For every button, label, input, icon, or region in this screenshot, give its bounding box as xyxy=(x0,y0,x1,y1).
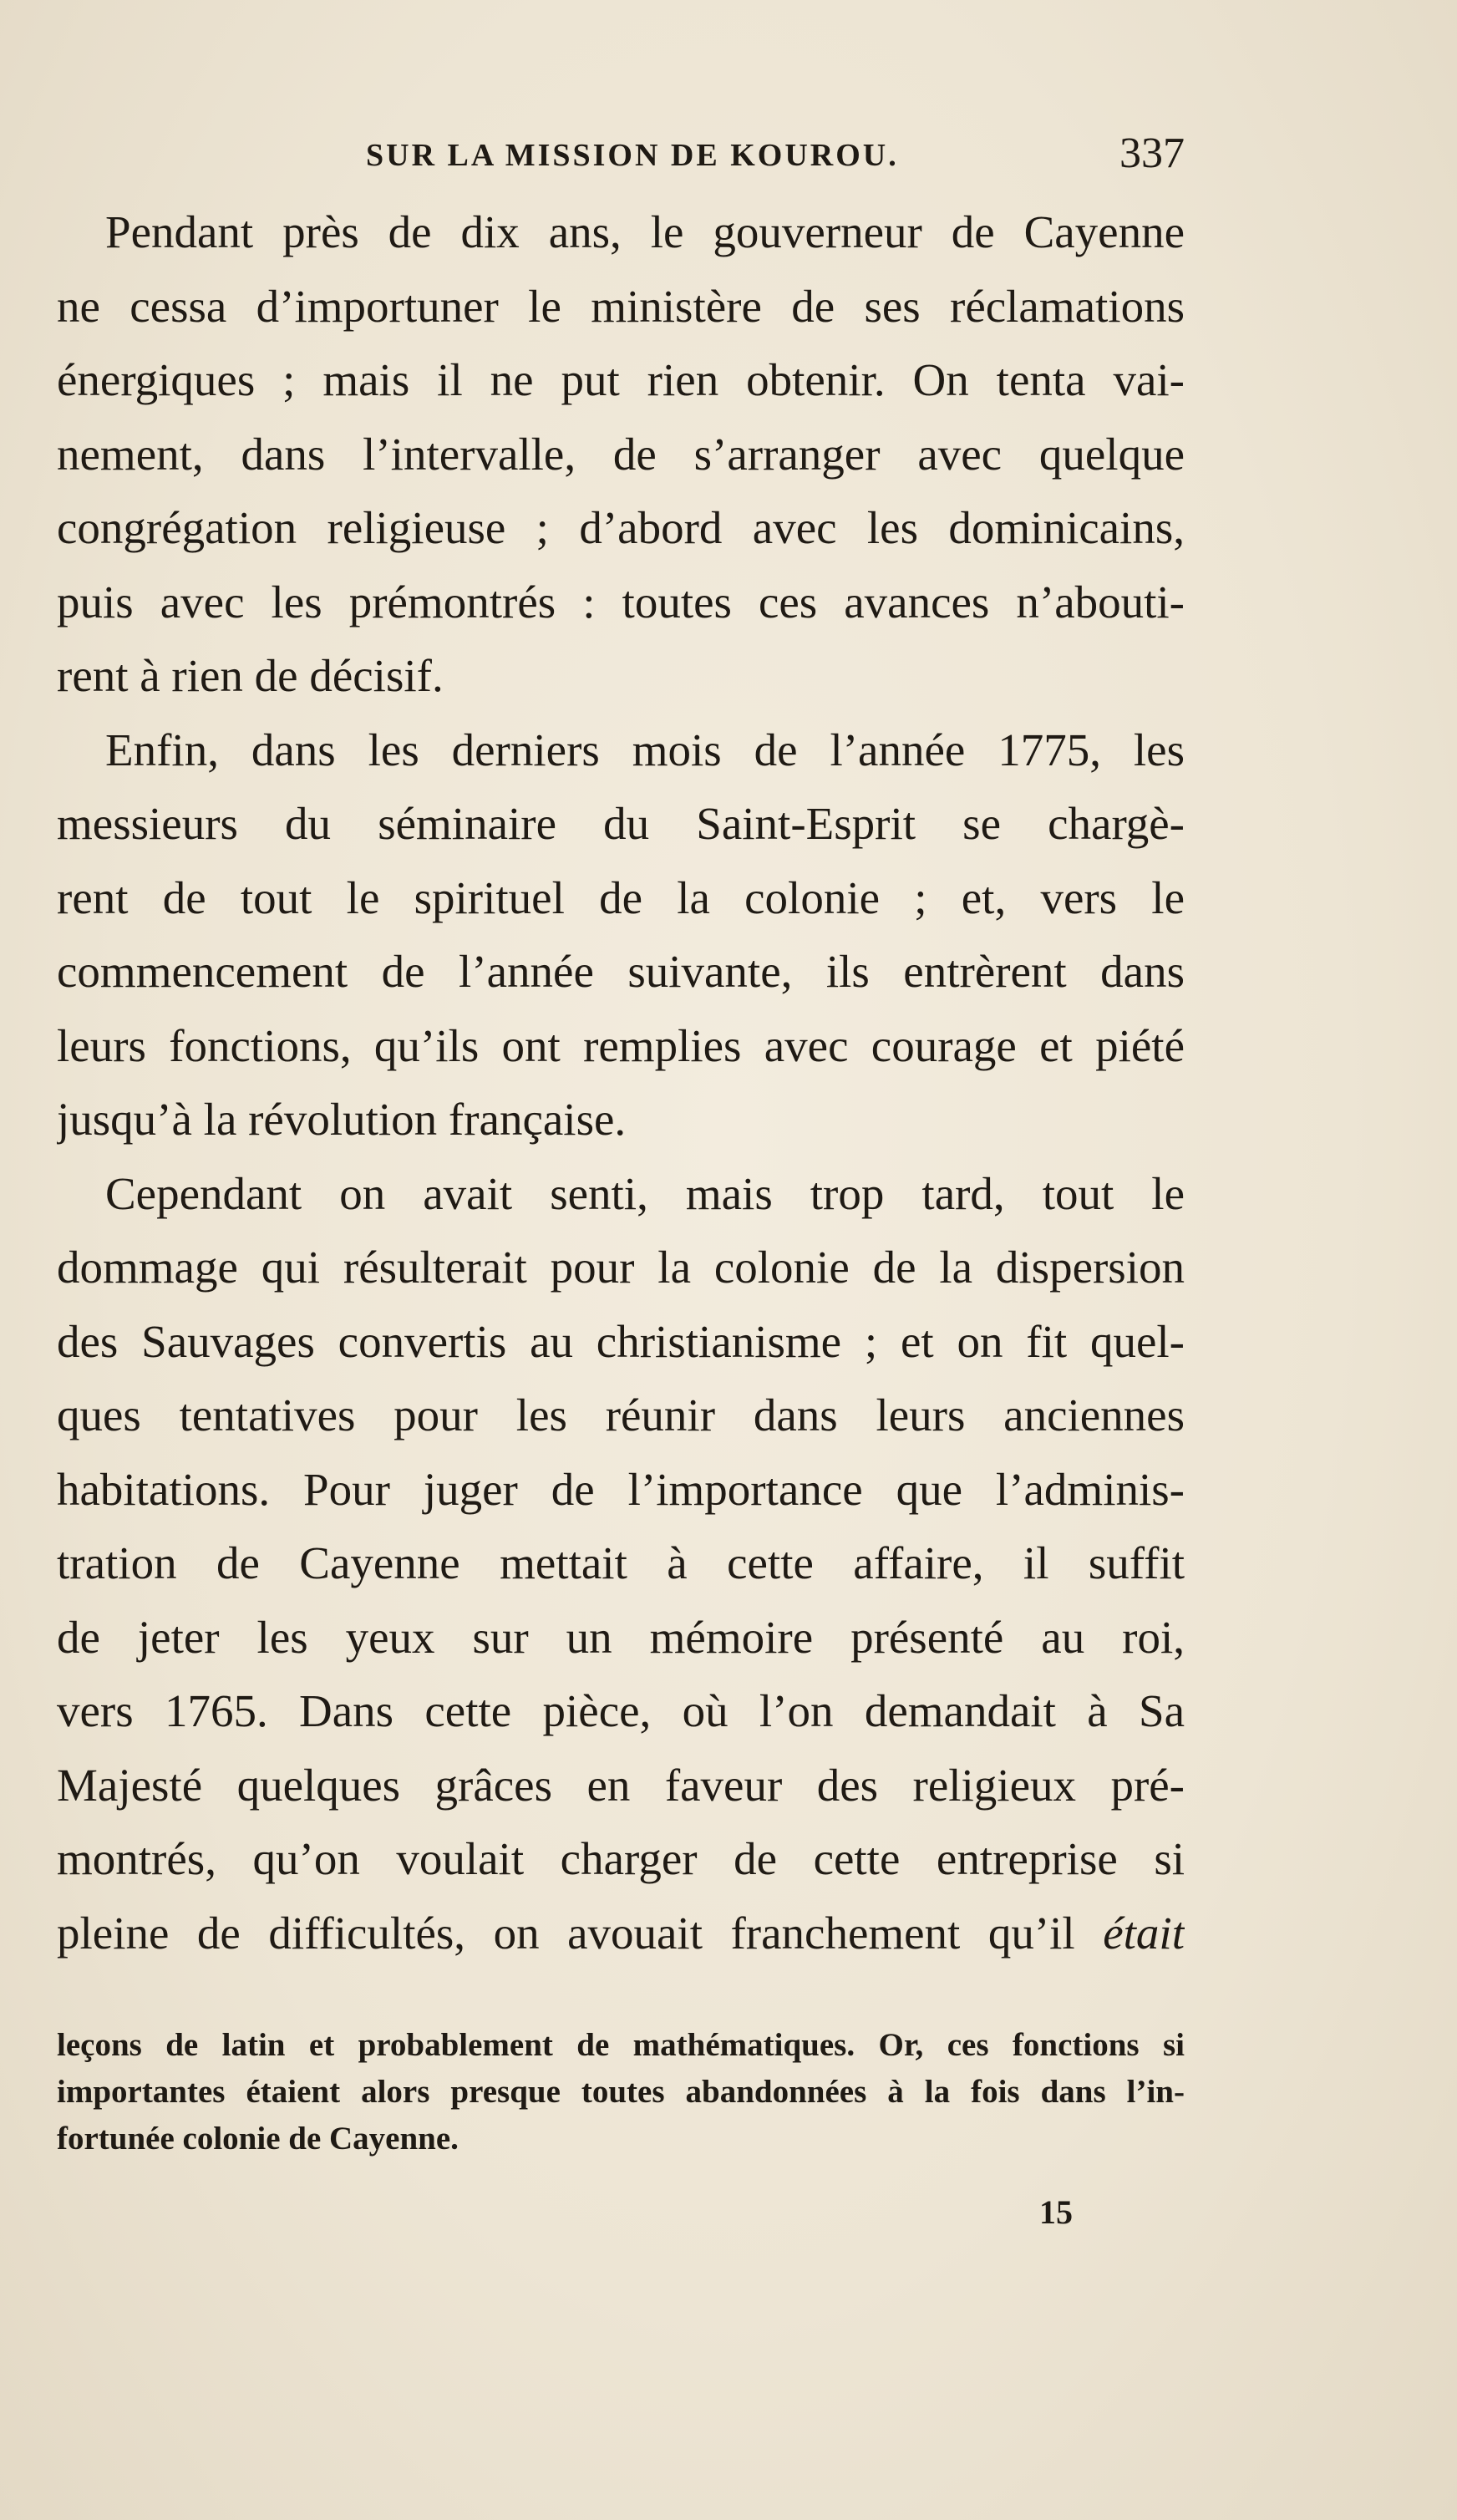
body-line: Cependant on avait senti, mais trop tard, tout le xyxy=(105,1167,1185,1219)
italic-word: était xyxy=(1103,1907,1185,1959)
body-line: habitations. Pour juger de l’importance que l’adminis- xyxy=(57,1463,1185,1515)
body-line: dommage qui résulterait pour la colonie de la dispersion xyxy=(57,1242,1185,1293)
body-line: commencement de l’année suivante, ils entrèrent dans xyxy=(57,946,1185,997)
body-line: rent à rien de décisif. xyxy=(57,650,444,701)
footnote-line: leçons de latin et probablement de mathématiques. Or, ces fonctions si xyxy=(57,2027,1185,2063)
body-text xyxy=(57,196,1185,1970)
footnote xyxy=(57,2022,1185,2162)
body-line: pleine de difficultés, on avouait franchement qu’il était xyxy=(57,1907,1185,1959)
body-line: des Sauvages convertis au christianisme ; et on fit quel- xyxy=(57,1315,1185,1367)
body-line: de jeter les yeux sur un mémoire présenté au roi, xyxy=(57,1611,1185,1663)
body-line: Enfin, dans les derniers mois de l’année 1775, les xyxy=(105,724,1185,775)
body-line: congrégation religieuse ; d’abord avec les dominicains, xyxy=(57,502,1185,553)
body-line: tration de Cayenne mettait à cette affaire, il suffit xyxy=(57,1537,1185,1588)
body-line: nement, dans l’intervalle, de s’arranger avec quelque xyxy=(57,428,1185,480)
body-line: rent de tout le spirituel de la colonie ; et, vers le xyxy=(57,871,1185,923)
page-number: 337 xyxy=(1119,130,1185,177)
body-line: Majesté quelques grâces en faveur des religieux pré- xyxy=(57,1759,1185,1811)
footnote-line: importantes étaient alors presque toutes abandonnées à la fois dans l’in- xyxy=(57,2074,1185,2110)
body-line: puis avec les prémontrés : toutes ces avances n’abouti- xyxy=(57,576,1185,627)
page-header xyxy=(57,125,1185,184)
signature-mark: 15 xyxy=(1039,2193,1073,2231)
body-line: Pendant près de dix ans, le gouverneur de Cayenne xyxy=(105,206,1185,257)
body-line: leurs fonctions, qu’ils ont remplies avec courage et piété xyxy=(57,1019,1185,1071)
footnote-line: fortunée colonie de Cayenne. xyxy=(57,2121,459,2157)
body-line: messieurs du séminaire du Saint-Esprit se chargè- xyxy=(57,798,1185,849)
running-title: SUR LA MISSION DE KOUROU. xyxy=(366,138,899,173)
body-line: ques tentatives pour les réunir dans leurs anciennes xyxy=(57,1390,1185,1440)
body-line: montrés, qu’on voulait charger de cette entreprise si xyxy=(57,1833,1185,1884)
body-line: énergiques ; mais il ne put rien obtenir. On tenta vai- xyxy=(57,354,1185,405)
body-line: ne cessa d’importuner le ministère de ses réclamations xyxy=(57,280,1185,332)
body-line: jusqu’à la révolution française. xyxy=(57,1094,627,1145)
body-line: vers 1765. Dans cette pièce, où l’on demandait à Sa xyxy=(57,1685,1185,1736)
